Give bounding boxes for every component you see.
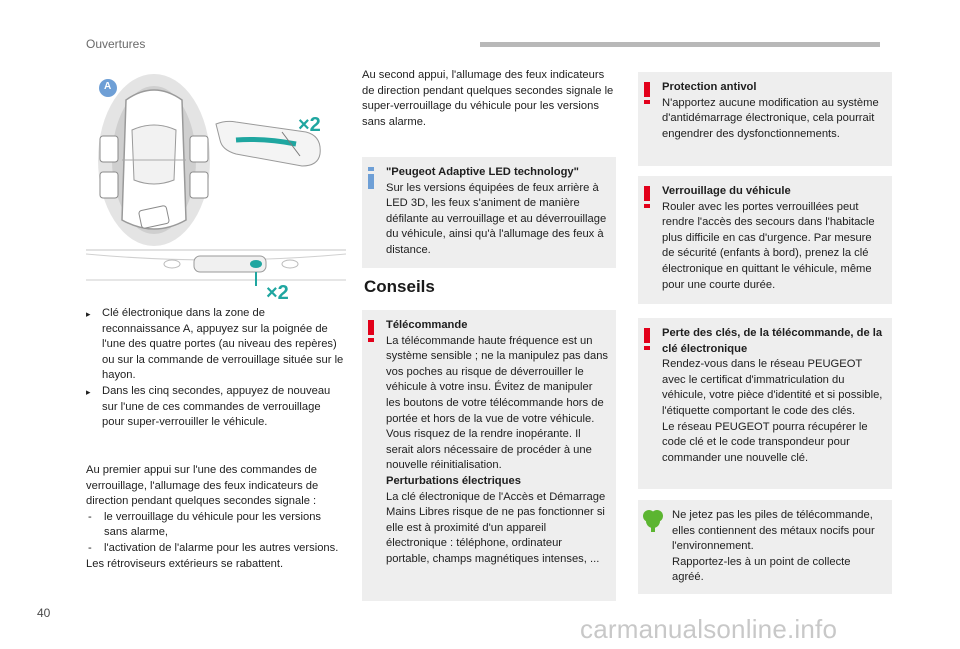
warning-icon <box>368 320 374 342</box>
car-lock-illustration <box>86 70 346 250</box>
para1-outro: Les rétroviseurs extérieurs se rabattent. <box>86 557 284 570</box>
page-number: 40 <box>37 606 51 620</box>
telecommande-box <box>362 310 616 601</box>
tele-box-text2: La clé électronique de l'Accès et Démarrage Mains Libres risque de ne pas fonctionner si elle est à proximité d'un appareil électronique : téléphone, ordinateur portable, champs magnétiques intenses, ... <box>386 490 606 565</box>
eco-box-text2: Rapportez-les à un point de collecte agréé. <box>672 555 851 584</box>
step-item: ▸ Dans les cinq secondes, appuyez de nouveau sur l'une de ces commandes de verrouillage pour super-verrouiller le véhicule. <box>86 384 331 429</box>
arrow-bullet-icon: ▸ <box>86 309 91 319</box>
tele-box-title2: Perturbations électriques <box>386 474 521 487</box>
led-technology-box <box>362 157 616 268</box>
section-title: Ouvertures <box>86 37 146 51</box>
tailgate-illustration <box>86 242 346 304</box>
verr-box-title: Verrouillage du véhicule <box>662 185 791 197</box>
list-item: - l'activation de l'alarme pour les autres versions. <box>88 541 339 554</box>
tree-icon <box>642 508 664 532</box>
header-rule <box>480 42 880 47</box>
info-icon <box>368 167 374 189</box>
verrouillage-box <box>638 176 892 304</box>
list-item: - le verrouillage du véhicule pour les versions sans alarme, <box>88 510 322 539</box>
second-press-paragraph: Au second appui, l'allumage des feux indicateurs de direction pendant quelques secondes signale le super-verrouillage du véhicule pour les versions sans alarme. <box>362 69 614 128</box>
perte-box-title: Perte des clés, de la télécommande, de la clé électronique <box>662 327 883 355</box>
antivol-box <box>638 72 892 166</box>
arrow-bullet-icon: ▸ <box>86 386 91 397</box>
tele-box-text: La télécommande haute fréquence est un système sensible ; ne la manipulez pas dans vos poches au risque de déverrouiller le véhicule à votre insu. Évitez de manipuler les boutons de votre télécommande hors de portée et hors de la vue de votre véhicule. Vous risquez de la rendre inopérante. Il serait alors nécessaire de procéder à une nouvelle réinitialisation. <box>386 334 609 472</box>
perte-cles-box <box>638 318 892 489</box>
led-box-text: Sur les versions équipées de feux arrière à LED 3D, les feux s'animent de manière défilante au verrouillage et au déverrouillage du véhicule, ainsi qu'à l'allumage des feux à distance. <box>386 181 607 256</box>
perte-box-text2: Le réseau PEUGEOT pourra récupérer le code clé et le code transpondeur pour commander une nouvelle clé. <box>662 420 868 464</box>
first-press-paragraph <box>86 463 344 572</box>
conseils-heading: Conseils <box>364 277 435 296</box>
led-box-title: "Peugeot Adaptive LED technology" <box>386 166 579 178</box>
perte-box-text: Rendez-vous dans le réseau PEUGEOT avec le certificat d'immatriculation du véhicule, votre pièce d'identité et si possible, l'étiquette comportant le code des clés. <box>662 358 883 417</box>
verr-box-text: Rouler avec les portes verrouillées peut rendre l'accès des secours dans l'habitacle plus difficile en cas d'urgence. Par mesure de sécurité (enfants à bord), prenez la clé électronique en quittant le véhicule, même pour une courte durée. <box>662 200 875 291</box>
label-a: A <box>104 81 112 92</box>
eco-box-text: Ne jetez pas les piles de télécommande, elles contiennent des métaux nocifs pour l'environnement. <box>672 509 875 553</box>
environment-box <box>638 500 892 594</box>
multiplier-1: ×2 <box>298 114 321 136</box>
multiplier-2: ×2 <box>266 282 289 304</box>
anti-box-text: N'apportez aucune modification au système d'antidémarrage électronique, cela pourrait engendrer des dysfonctionnements. <box>662 96 879 140</box>
warning-icon <box>644 186 650 208</box>
step-item: ▸ Clé électronique dans la zone de reconnaissance A, appuyez sur la poignée de l'une des quatre portes (au niveau des repères) ou sur la commande de verrouillage située sur le hayon. <box>86 307 344 382</box>
warning-icon <box>644 82 650 104</box>
tele-box-title: Télécommande <box>386 319 468 331</box>
steps-list <box>86 306 344 431</box>
watermark: carmanualsonline.info <box>580 614 838 644</box>
para1-intro: Au premier appui sur l'une des commandes de verrouillage, l'allumage des feux indicateurs de direction pendant quelques secondes signale : <box>86 464 319 508</box>
warning-icon <box>644 328 650 350</box>
anti-box-title: Protection antivol <box>662 81 757 93</box>
